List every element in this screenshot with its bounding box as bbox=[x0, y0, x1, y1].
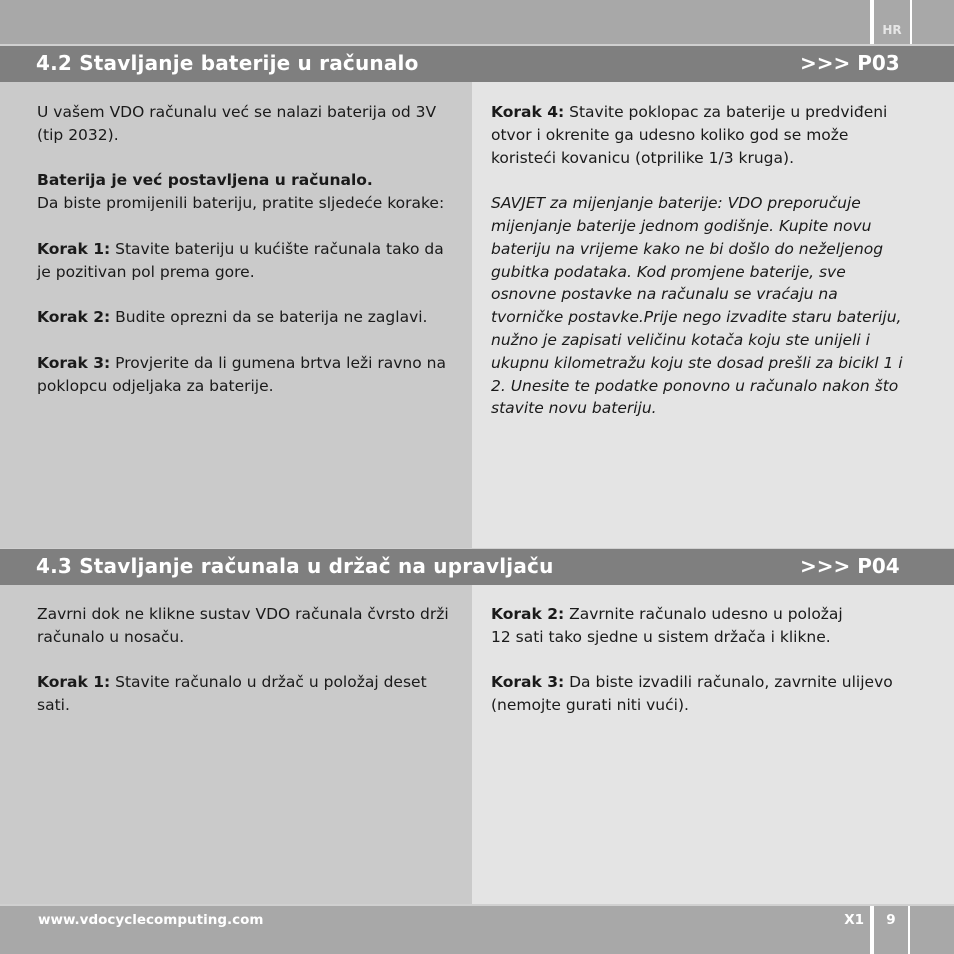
step-text: Zavrnite računalo udesno u položaj bbox=[564, 605, 843, 623]
section-title: 4.3 Stavljanje računala u držač na upravljaču bbox=[36, 554, 554, 578]
note-bold: Baterija je već postavljena u računalo. bbox=[37, 171, 373, 190]
step-text: Budite oprezni da se baterija ne zaglavi. bbox=[110, 308, 428, 327]
note-text: Da biste promijenili bateriju, pratite sljedeće korake: bbox=[37, 194, 445, 213]
step-label: Korak 3: bbox=[37, 353, 111, 372]
step-3 bbox=[37, 352, 457, 398]
step-4 bbox=[491, 101, 911, 169]
step-label: Korak 3: bbox=[491, 673, 565, 692]
step-text: Provjerite da li gumena brtva leži ravno na poklopcu odjeljaka za baterije. bbox=[37, 353, 446, 395]
step-2 bbox=[37, 306, 457, 329]
battery-tip bbox=[491, 192, 911, 420]
language-label: HR bbox=[882, 23, 902, 37]
page-number: 9 bbox=[886, 912, 896, 928]
step-label: Korak 1: bbox=[37, 239, 111, 258]
step-text: Stavite računalo u držač u položaj deset sati. bbox=[37, 673, 427, 715]
step-1 bbox=[37, 238, 457, 284]
section-code: >>> P04 bbox=[800, 554, 900, 578]
instruction-paragraph bbox=[37, 169, 457, 215]
footer-corner bbox=[910, 906, 954, 954]
top-bar-corner bbox=[912, 0, 954, 44]
section-header-4-2 bbox=[0, 46, 954, 82]
step-label: Korak 2: bbox=[491, 605, 565, 623]
step-text: Stavite bateriju u kućište računala tako da je pozitivan pol prema gore. bbox=[37, 239, 444, 281]
section-4-2-right-text bbox=[491, 101, 911, 443]
tip-text: SAVJET za mijenjanje baterije: VDO preporučuje mijenjanje baterije jednom godišnje. Kupite novu bateriju na vrijeme kako ne bi došlo do neželjenog gubitka podataka. Kod promjene baterije, sve osnovne postavke na računalu se vraćaju na tvorničke postavke.Prije nego izvadite staru bateriju, nužno je zapisati veličinu kotača koju ste unijeli i ukupnu kilometražu koju ste dosad prešli za bicikl 1 i 2. Unesite te podatke ponovno u računalo nakon što stavite novu bateriju. bbox=[491, 194, 903, 418]
step-text: Da biste izvadili računalo, zavrnite ulijevo (nemojte gurati niti vući). bbox=[491, 673, 893, 715]
language-tab bbox=[874, 0, 910, 44]
step-1 bbox=[37, 671, 457, 717]
section-4-3-right-text bbox=[491, 603, 911, 740]
intro-paragraph: U vašem VDO računalu već se nalazi baterija od 3V (tip 2032). bbox=[37, 103, 437, 144]
intro-paragraph: Zavrni dok ne klikne sustav VDO računala čvrsto drži računalo u nosaču. bbox=[37, 605, 449, 646]
step-text: Stavite poklopac za baterije u predviđeni otvor i okrenite ga udesno koliko god se može koristeći kovanicu (otprilike 1/3 kruga). bbox=[491, 103, 888, 167]
section-header-4-3 bbox=[0, 549, 954, 585]
step-3 bbox=[491, 671, 911, 717]
step-label: Korak 2: bbox=[37, 308, 111, 327]
step-label: Korak 4: bbox=[491, 103, 565, 121]
section-4-3-left-text bbox=[37, 603, 457, 740]
website-url: www.vdocyclecomputing.com bbox=[38, 912, 264, 928]
section-4-2-left-text bbox=[37, 101, 457, 420]
section-code: >>> P03 bbox=[800, 51, 900, 75]
model-name: X1 bbox=[844, 912, 864, 928]
step-2 bbox=[491, 603, 911, 649]
step-text: 12 sati tako sjedne u sistem držača i klikne. bbox=[491, 627, 831, 646]
step-label: Korak 1: bbox=[37, 673, 111, 692]
page-number-box bbox=[874, 906, 908, 954]
section-title: 4.2 Stavljanje baterije u računalo bbox=[36, 51, 419, 75]
top-bar bbox=[0, 0, 870, 44]
